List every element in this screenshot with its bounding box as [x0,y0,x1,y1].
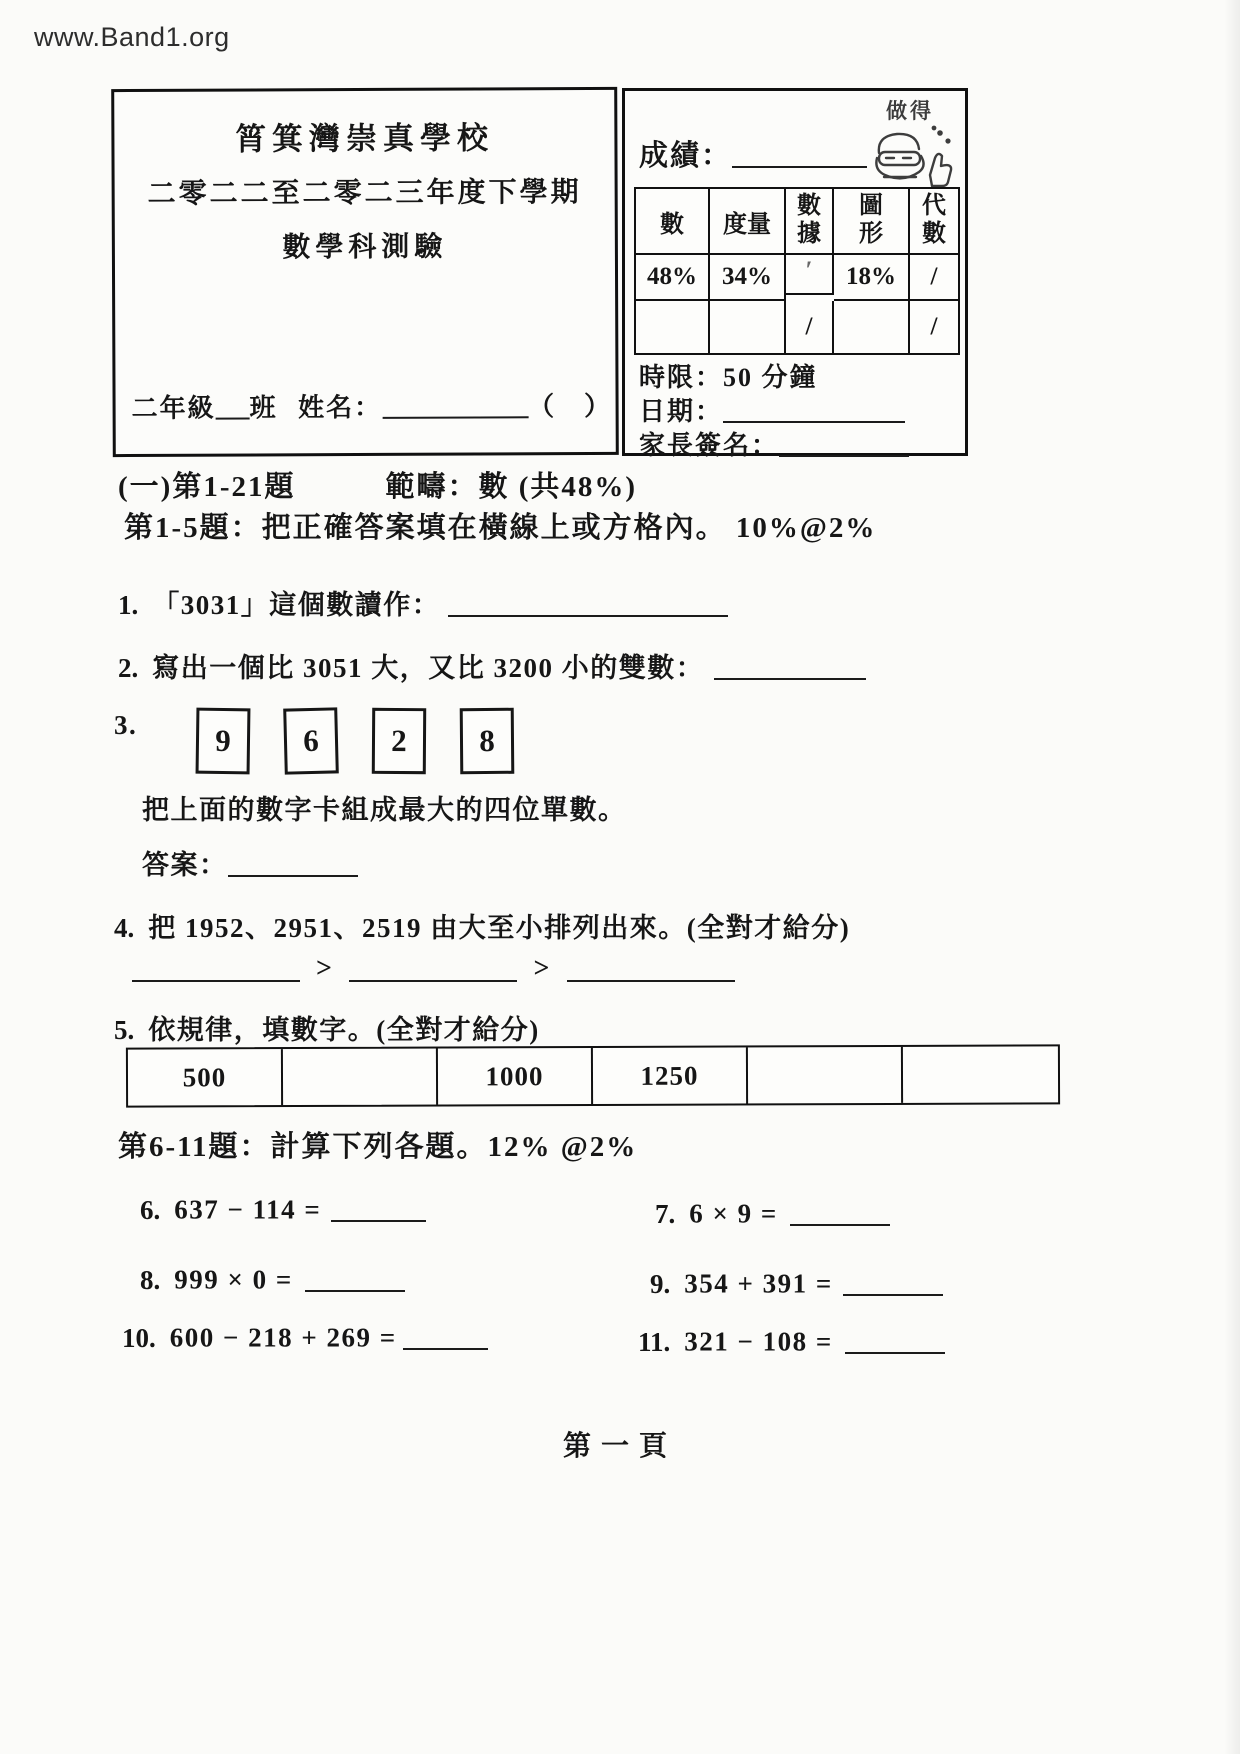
digit-card: 9 [196,708,251,775]
school-name: 筲箕灣崇真學校 [234,120,494,157]
time-limit-value: 50 分鐘 [723,363,818,392]
question-number: 10. [122,1322,156,1353]
score-col-header [786,189,834,255]
question-number: 5. [114,1015,135,1045]
answer-blank [305,1262,405,1292]
answer-blank [403,1320,488,1350]
score-col-label: 數據 [797,193,821,247]
number-pattern-table [126,1044,1060,1107]
score-cell [710,301,786,353]
watermark: www.Band1.org [34,22,230,52]
question-1 [118,583,728,622]
question-3-text: 把上面的數字卡組成最大的四位單數。 [142,795,627,825]
answer-blank [132,952,300,982]
time-limit-label: 時限： [639,363,724,392]
expression: 999 × 0 = [174,1264,293,1295]
stamp-text: 做得 [886,99,934,123]
score-cell: 18% [834,255,910,301]
answer-blank [714,650,866,680]
class-number-parens: （ ） [528,391,613,422]
pattern-cell: 500 [128,1049,283,1106]
question-text: 把 1952、2951、2519 由大至小排列出來。(全對才給分) [148,913,851,943]
score-category-table [634,187,960,355]
expression: 637 − 114 = [174,1194,322,1225]
question-number: 2. [118,653,139,683]
score-cell: 34% [710,255,786,301]
digit-cards [196,708,514,774]
question-text: 「3031」這個數讀作： [152,590,441,620]
score-blank [732,136,867,168]
student-info-line [132,386,613,425]
question-text: 寫出一個比 3051 大，又比 3200 小的雙數： [152,653,705,683]
header-score-box [622,88,968,460]
question-3-number: 3. [114,710,138,740]
digit-card: 8 [460,708,515,774]
question-4-answer-line [132,952,735,986]
score-col-header [834,189,910,255]
answer-blank [843,1266,943,1296]
question-3-answer-line [142,843,358,882]
answer-blank [331,1192,426,1222]
parent-signature-label: 家長簽名： [639,431,780,460]
greater-than-sign: > [533,952,551,984]
score-cell: ′ [786,249,834,295]
question-2 [118,646,866,685]
pattern-cell: 1250 [593,1047,748,1104]
pattern-cell [748,1047,903,1104]
parent-signature-blank [779,428,909,457]
thumbs-up-doodle-icon [862,125,958,187]
score-col-header [636,189,710,255]
question-5 [114,1008,540,1047]
expression: 6 × 9 = [689,1198,778,1229]
class-blank [216,391,250,420]
date-line [639,391,905,428]
answer-blank [349,952,517,982]
question-9 [650,1266,943,1300]
pattern-cell: 1000 [438,1048,593,1105]
page-number: 第一頁 [562,1431,677,1462]
grade-label: 二年級 [131,393,216,424]
name-label: 姓名： [298,392,383,423]
score-line [639,133,867,174]
score-cell: / [910,255,958,301]
pattern-cell [283,1049,438,1106]
score-col-label: 圖形 [859,193,883,247]
greater-than-sign: > [316,952,334,984]
score-cell: / [786,301,834,353]
question-11 [638,1324,945,1358]
question-7 [655,1196,890,1230]
section1-heading [118,464,637,505]
question-number: 7. [655,1198,676,1229]
date-blank [723,394,905,423]
score-cell: 48% [636,255,710,301]
pattern-cell [903,1046,1058,1103]
answer-blank [790,1196,890,1226]
expression: 354 + 391 = [684,1268,833,1299]
expression: 321 − 108 = [684,1326,833,1357]
parent-signature-line [639,425,909,462]
school-year-term: 二零二二至二零二三年度下學期 [147,177,582,210]
question-8 [140,1262,405,1296]
score-col-label: 度量 [723,211,771,238]
score-col-header [910,189,958,255]
question-number: 9. [650,1268,671,1299]
question-10 [122,1320,488,1354]
time-limit-line [639,357,818,394]
date-label: 日期： [639,397,724,426]
praise-stamp [857,95,963,192]
section1-instruction: 第1-5題：把正確答案填在橫線上或方格內。 10%@2% [124,512,877,544]
name-blank [382,390,528,419]
header-school-box [111,87,619,457]
score-cell [636,301,710,353]
answer-blank [448,587,728,617]
score-cell [834,301,910,353]
section2-instruction: 第6-11題：計算下列各題。12% @2% [118,1131,638,1163]
section1-range: (一)第1-21題 [118,471,296,503]
section1-scope: 範疇：數 (共48%) [385,471,638,503]
answer-blank [567,952,735,982]
question-4 [114,906,850,945]
class-label: 班 [249,393,278,423]
answer-blank [228,847,358,877]
score-label: 成績： [639,140,733,172]
question-number: 11. [638,1326,671,1357]
question-number: 4. [114,913,135,943]
answer-label: 答案： [142,850,228,880]
score-cell: / [930,313,938,340]
test-title: 數學科測驗 [282,231,448,264]
score-col-label: 代數 [922,193,946,247]
question-number: 8. [140,1264,161,1295]
score-col-label: 數 [660,211,684,238]
question-6 [140,1192,426,1226]
answer-blank [845,1324,945,1354]
digit-card: 6 [283,707,339,774]
question-number: 1. [118,590,139,620]
question-text: 依規律，填數字。(全對才給分) [148,1015,540,1045]
digit-card: 2 [372,708,426,774]
score-col-header [710,189,786,255]
question-number: 6. [140,1194,161,1225]
expression: 600 − 218 + 269 = [169,1322,397,1353]
